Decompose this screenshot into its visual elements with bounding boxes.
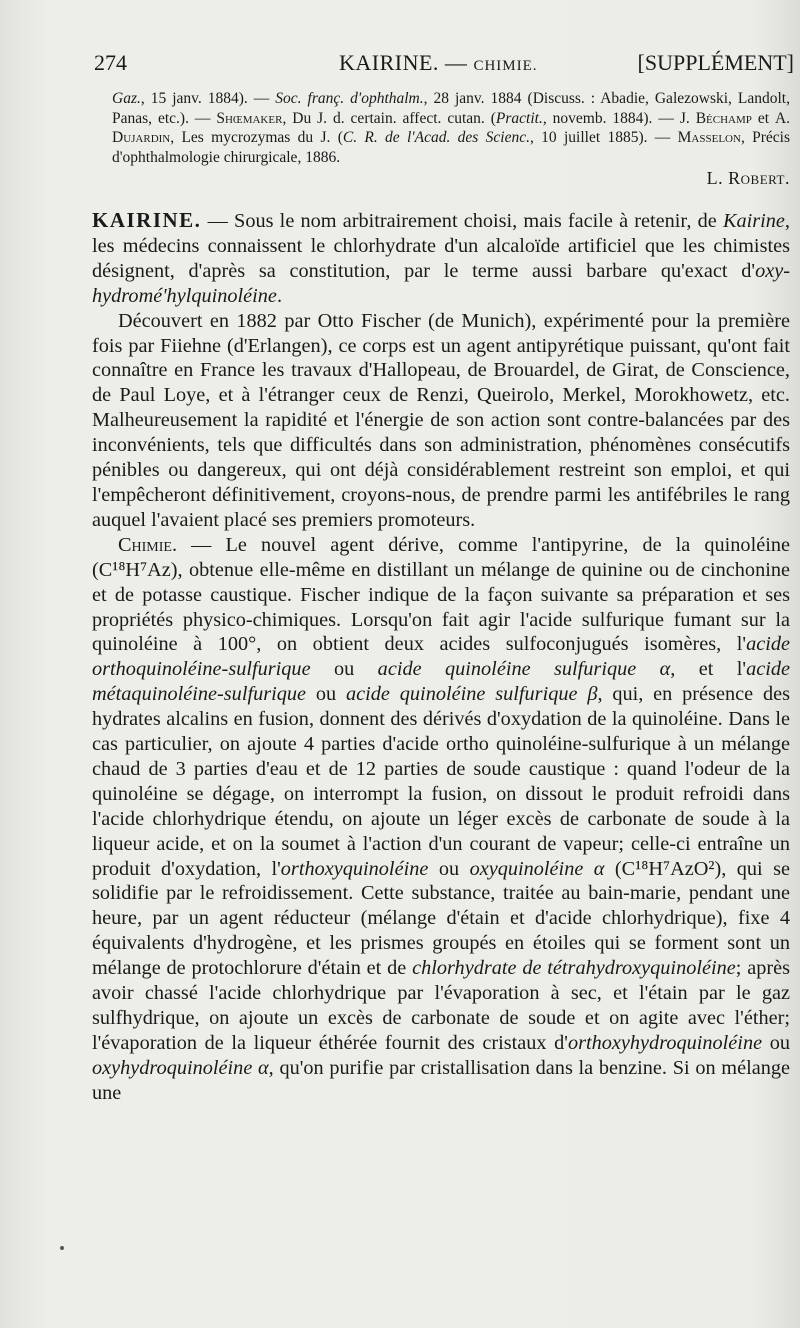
running-title-main: KAIRINE. —: [339, 50, 468, 75]
page-number: 274: [94, 50, 127, 75]
running-title-sub: CHIMIE.: [473, 58, 538, 74]
text-run: .: [276, 284, 283, 307]
running-title: [339, 50, 538, 76]
text-run: ou: [769, 1031, 790, 1054]
ref-author: Shœmaker: [216, 109, 283, 127]
text-run: ou: [315, 683, 337, 706]
subsection-label: Chimie.: [118, 533, 178, 556]
ref-author: A. Dujardin: [112, 109, 791, 147]
ref-italic: Practit.: [495, 109, 543, 127]
paragraph-chemistry: [92, 533, 790, 1106]
italic-term: Kairine: [722, 210, 785, 232]
italic-term: acide métaquinoléine-sulfurique: [92, 658, 791, 706]
ref-text: , 15 janv. 1884). —: [140, 90, 270, 107]
running-header: [94, 50, 794, 86]
text-run: (C¹⁸H⁷AzO²), qui se solidifie par le refroidissement. Cette substance, traitée au bain-marie, pendant une heure, par un agent réducteur (mélange d'étain et d'acide chlorhydrique), fixe 4 équivalents d'hydrogène, et les prismes groupés en étoiles qui se forment sont un mélange de protochlorure d'étain et de: [92, 857, 790, 980]
ref-author: J. Béchamp: [679, 109, 752, 127]
text-run: , et l': [670, 658, 747, 681]
ref-text: , Précis d'ophthalmologie chirurgicale, 1886.: [112, 129, 791, 166]
ref-italic: C. R. de l'Acad. des Scienc.: [342, 129, 530, 147]
ref-text: , Du J. d. certain. affect. cutan. (: [282, 109, 496, 127]
text-run: ; après avoir chassé l'acide chlorhydrique par l'évaporation à sec, et l'étain par le gaz sulfhydrique, on ajoute un excès de carbonate de soude et on agite avec l'éther; l'évaporation de la liqueur éthérée fournit des cristaux d': [92, 957, 791, 1054]
references-text: [112, 89, 790, 167]
italic-term: oxyhydroquinoléine α: [92, 1056, 269, 1079]
ref-text: et: [757, 109, 770, 127]
article-signature: [112, 169, 790, 189]
italic-term: orthoxyquinoléine: [280, 857, 429, 880]
italic-term: acide quinoléine sulfurique β: [346, 683, 598, 706]
paragraph-intro: [92, 208, 790, 309]
ref-italic: Gaz.: [112, 90, 141, 107]
section-label: [SUPPLÉMENT]: [637, 50, 794, 75]
signature-text: L. Robert.: [706, 168, 790, 189]
paragraph-discovery: Découvert en 1882 par Otto Fischer (de Munich), expérimenté pour la première fois par Fiiehne (d'Erlangen), ce corps est un agent antipyrétique puissant, qu'ont fait connaître en France les travaux d'Hallopeau, de Brouardel, de Girat, de Conscience, de Paul Loye, et à l'étranger ceux de Renzi, Queirolo, Merkel, Morokhowetz, etc. Malheureusement la rapidité et l'énergie de son action sont contre-balancées par des inconvénients, tels que difficultés dans son administration, phénomènes consécutifs pénibles ou dangereux, qui ont déjà considérablement restreint son emploi, et qui l'empêcheront définitivement, croyons-nous, de prendre parmi les antifébriles le rang auquel l'avaient placé ses premiers promoteurs.: [92, 309, 790, 531]
article-body: [92, 208, 790, 1106]
text-run: , qu'on purifie par cristallisation dans la benzine. Si on mélange une: [92, 1056, 790, 1104]
ref-text: , novemb. 1884). —: [542, 109, 674, 127]
ref-text: , 10 juillet 1885). —: [529, 129, 671, 147]
references-block: [112, 89, 790, 189]
text-run: — Sous le nom arbitrairement choisi, mais facile à retenir, de: [207, 210, 717, 232]
italic-term: orthoxyhydroquinoléine: [567, 1031, 763, 1054]
italic-term: oxyquinoléine α: [469, 857, 605, 880]
ref-italic: Soc. franç. d'ophthalm.: [275, 90, 424, 107]
text-run: , qui, en présence des hydrates alcalins en fusion, donnent des dérivés d'oxydation de la quinoléine. Dans le cas particulier, on ajoute 4 parties d'acide ortho quinoléine-sulfurique à un mélange chaud de 3 parties d'eau et de 12 parties de soude caustique : quand l'odeur de la quinoléine se dégage, on interrompt la fusion, on dissout le produit refroidi dans l'acide chlorhydrique étendu, on ajoute un léger excès de carbonate de soude à la liqueur acide, et on la soumet à l'action d'un courant de vapeur; celle-ci entraîne un produit d'oxydation, l': [92, 683, 790, 880]
italic-term: acide quinoléine sulfurique α: [377, 658, 671, 681]
ref-author: Masselon: [677, 129, 741, 147]
ref-text: , 28 janv. 1884 (Discuss. : Abadie, Galezowski, Landolt, Panas, etc.). —: [112, 90, 790, 127]
text-run: — Le nouvel agent dérive, comme l'antipyrine, de la quinoléine (C¹⁸H⁷Az), obtenue elle-même en distillant un mélange de quinine ou de cinchonine et de potasse caustique. Fischer indique de la façon suivante sa préparation et ses propriétés physico-chimiques. Lorsqu'on fait agir l'acide sulfurique fumant sur la quinoléine à 100°, on obtient deux acides sulfoconjugués isomères, l': [92, 533, 790, 656]
italic-term: oxy-hydromé'hylquinoléine: [92, 259, 790, 307]
text-run: ou: [333, 658, 355, 681]
ref-text: , Les mycrozymas du J. (: [170, 129, 343, 147]
italic-term: acide orthoquinoléine-sulfurique: [92, 633, 790, 681]
text-run: ou: [438, 857, 460, 880]
margin-speck: [60, 1246, 64, 1250]
entry-keyword: KAIRINE.: [92, 208, 202, 232]
italic-term: chlorhydrate de tétrahydroxyquinoléine: [412, 957, 736, 980]
text-run: , les médecins connaissent le chlorhydrate d'un alcaloïde artificiel que les chimistes désignent, d'après sa constitution, par le terme aussi barbare qu'exact d': [92, 210, 790, 282]
